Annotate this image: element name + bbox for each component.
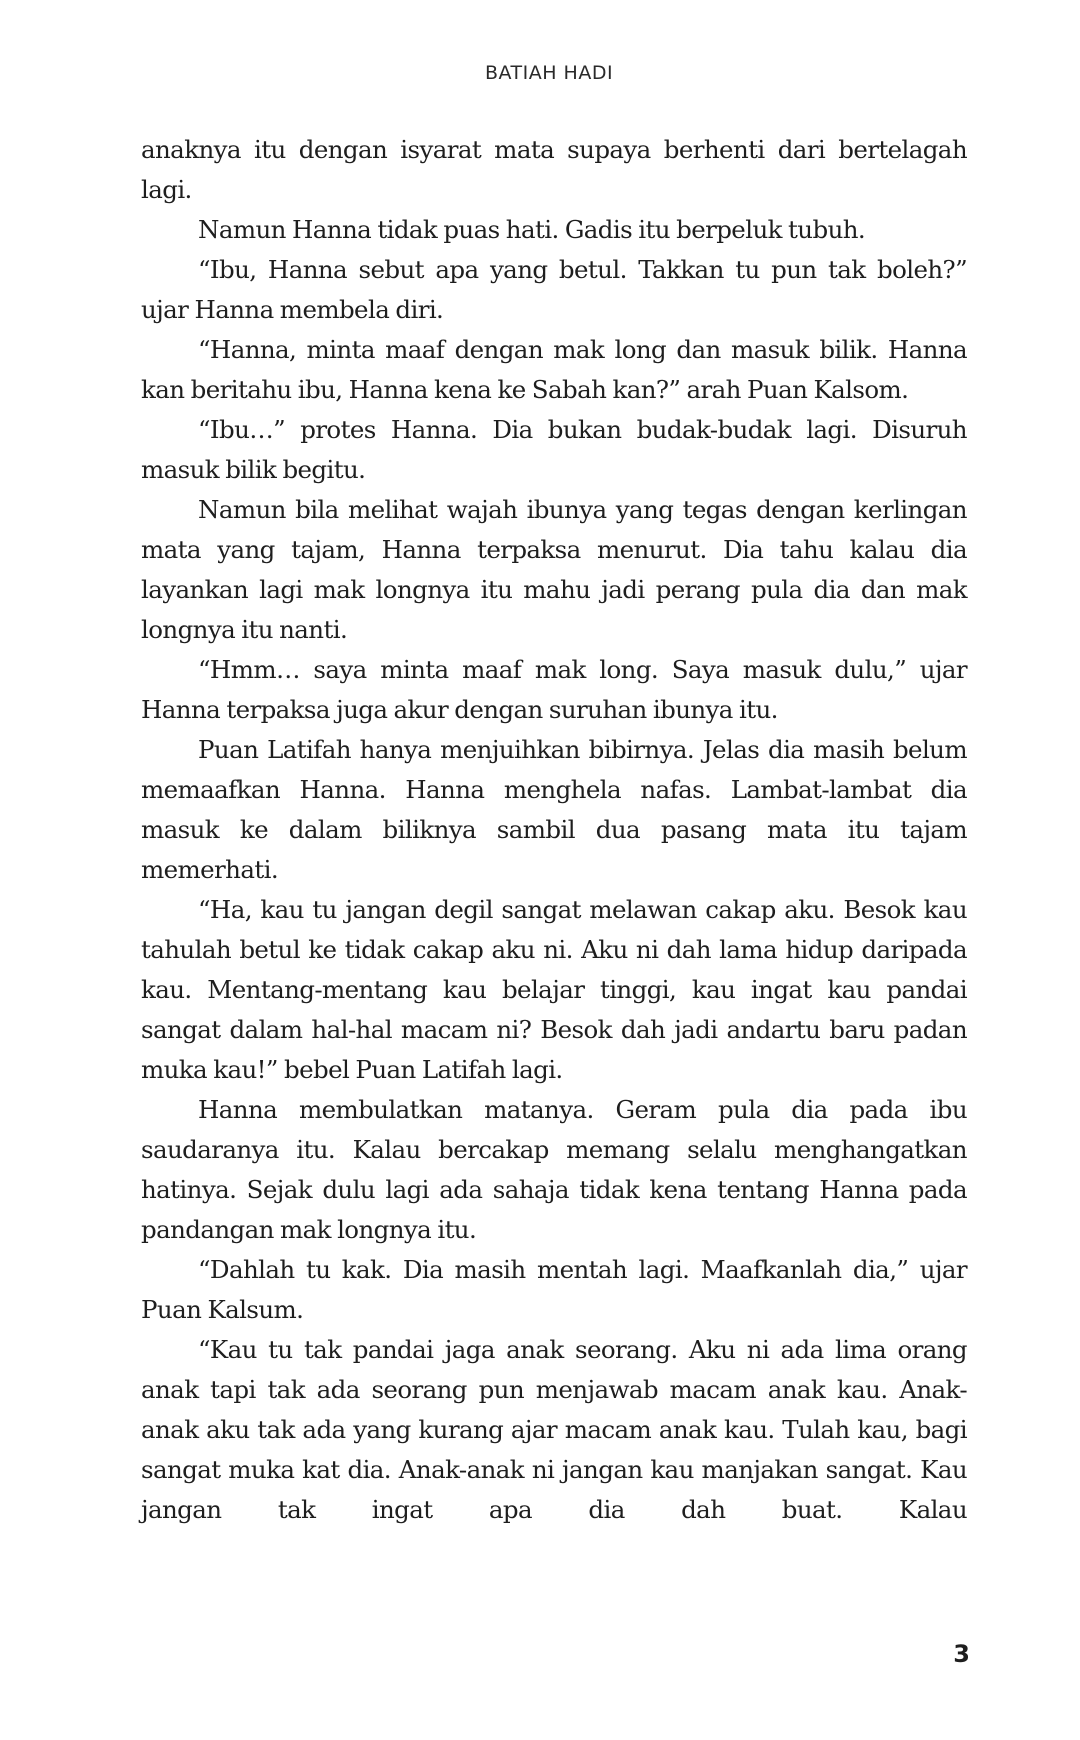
paragraph-12: “Kau tu tak pandai jaga anak seorang. Aku ni ada lima orang anak tapi tak ada seorang pun menjawab macam anak kau. Anak-anak aku tak ada yang kurang ajar macam anak kau. Tulah kau, bagi sangat muka kat dia. Anak-anak ni jangan kau manjakan sangat. Kau jangan tak ingat apa dia dah buat. Kalau (141, 1335, 967, 1524)
paragraph-6: Namun bila melihat wajah ibunya yang tegas dengan kerlingan mata yang tajam, Hanna terpaksa menurut. Dia tahu kalau dia layankan lagi mak longnya itu mahu jadi perang pula dia dan mak longnya itu nanti. (141, 495, 967, 644)
paragraph-8: Puan Latifah hanya menjuihkan bibirnya. Jelas dia masih belum memaafkan Hanna. Hanna menghela nafas. Lambat-lambat dia masuk ke dalam biliknya sambil dua pasang mata itu tajam memerhati. (141, 735, 967, 884)
paragraph-3: “Ibu, Hanna sebut apa yang betul. Takkan tu pun tak boleh?” ujar Hanna membela diri. (141, 255, 967, 324)
page-number: 3 (953, 1640, 970, 1668)
body-text (141, 130, 967, 1530)
paragraph-10: Hanna membulatkan matanya. Geram pula dia pada ibu saudaranya itu. Kalau bercakap memang selalu menghangatkan hatinya. Sejak dulu lagi ada sahaja tidak kena tentang Hanna pada pandangan mak longnya itu. (141, 1095, 967, 1244)
paragraph-2: Namun Hanna tidak puas hati. Gadis itu berpeluk tubuh. (198, 215, 866, 244)
paragraph-7: “Hmm… saya minta maaf mak long. Saya masuk dulu,” ujar Hanna terpaksa juga akur dengan suruhan ibunya itu. (141, 655, 967, 724)
paragraph-5: “Ibu…” protes Hanna. Dia bukan budak-budak lagi. Disuruh masuk bilik begitu. (141, 415, 967, 484)
paragraph-11: “Dahlah tu kak. Dia masih mentah lagi. Maafkanlah dia,” ujar Puan Kalsum. (141, 1255, 967, 1324)
paragraph-9: “Ha, kau tu jangan degil sangat melawan cakap aku. Besok kau tahulah betul ke tidak cakap aku ni. Aku ni dah lama hidup daripada kau. Mentang-mentang kau belajar tinggi, kau ingat kau pandai sangat dalam hal-hal macam ni? Besok dah jadi andartu baru padan muka kau!” bebel Puan Latifah lagi. (141, 895, 967, 1084)
running-header-title: BATIAH HADI (484, 62, 614, 84)
paragraph-1: anaknya itu dengan isyarat mata supaya berhenti dari bertelagah lagi. (141, 135, 967, 204)
paragraph-4: “Hanna, minta maaf dengan mak long dan masuk bilik. Hanna kan beritahu ibu, Hanna kena ke Sabah kan?” arah Puan Kalsom. (141, 335, 967, 404)
